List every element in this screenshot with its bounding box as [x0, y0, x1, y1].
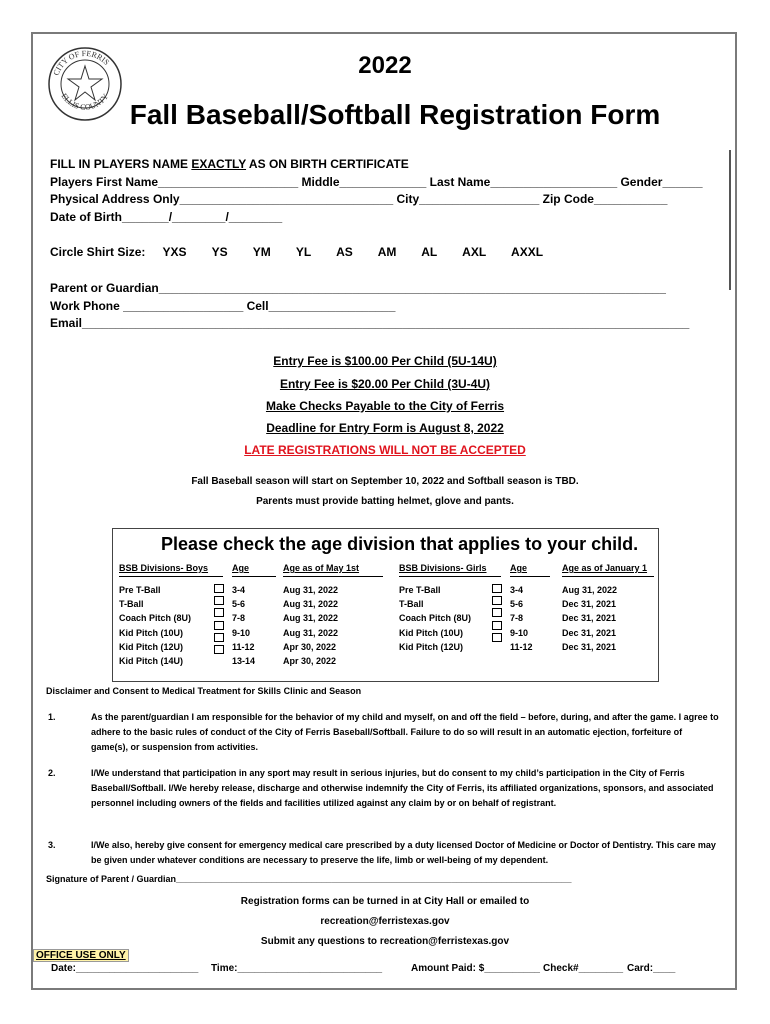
parent-guardian-field[interactable]: Parent or Guardian____________________________________________________________________________ [50, 281, 666, 295]
girls-asof-column [562, 563, 654, 654]
boys-age-column [232, 563, 276, 668]
office-use-label: OFFICE USE ONLY [33, 949, 129, 962]
girls-age-header: Age [510, 563, 550, 577]
phone-field[interactable]: Work Phone __________________ Cell___________________ [50, 299, 396, 313]
svg-text:ELLIS COUNTY: ELLIS COUNTY [59, 91, 111, 112]
boys-age: 3-4 [232, 585, 246, 595]
boys-asof-date: Aug 31, 2022 [283, 613, 339, 624]
shirt-size-option[interactable]: YM [252, 245, 271, 259]
girls-division: Kid Pitch (12U) [399, 641, 464, 652]
division-checkbox[interactable] [214, 596, 224, 605]
shirt-size-option[interactable]: YS [211, 245, 228, 259]
disclaimer-paragraph: I/We also, hereby give consent for emergency medical care prescribed by a duty licensed Doctor of Medicine or Doctor of Dentistry. This care may be given under whatever conditions are necessary to preserve the life, limb or well-being of my dependent. [91, 840, 716, 865]
boys-checkboxes [214, 582, 224, 657]
boys-division: Kid Pitch (10U) [119, 627, 184, 638]
boys-asof-header: Age as of May 1st [283, 563, 383, 577]
player-name-field[interactable]: Players First Name_____________________ Middle_____________ Last Name___________________ Gender______ [50, 175, 703, 189]
boys-age: 7-8 [232, 613, 246, 624]
division-checkbox[interactable] [492, 633, 502, 642]
girls-division-column [399, 563, 501, 654]
girls-checkboxes [492, 582, 502, 645]
deadline: Deadline for Entry Form is August 8, 2022 [266, 421, 504, 435]
svg-text:CITY OF FERRIS: CITY OF FERRIS [51, 48, 112, 77]
boys-asof-date: Aug 31, 2022 [283, 627, 339, 638]
boys-asof-date: Aug 31, 2022 [283, 599, 339, 610]
girls-age: 7-8 [510, 613, 524, 624]
girls-age: 11-12 [510, 641, 533, 652]
girls-asof-date: Dec 31, 2021 [562, 613, 617, 624]
division-checkbox[interactable] [214, 584, 224, 593]
boys-asof-date: Aug 31, 2022 [283, 585, 339, 595]
office-amount-field: Amount Paid: $__________ [411, 963, 540, 974]
shirt-size-option[interactable]: AM [377, 245, 397, 259]
division-checkbox[interactable] [214, 608, 224, 617]
office-time-field: Time:__________________________ [211, 963, 383, 974]
division-checkbox[interactable] [492, 608, 502, 617]
disclaimer-paragraph: I/We understand that participation in any sport may result in serious injuries, but do consent to my child’s participation in the City of Ferris Baseball/Softball. I/We hereby release, discharge and otherwise indemnify the City of Ferris, its affiliated organizations, sponsors, and associated personnel including owners of the fields and facilities utilized against any claim by or on behalf of registrant. [91, 768, 714, 808]
division-checkbox[interactable] [492, 584, 502, 593]
girls-division: T-Ball [399, 599, 424, 610]
office-date-field: Date:______________________ [51, 963, 199, 974]
division-checkbox[interactable] [214, 621, 224, 630]
birth-certificate-instruction: FILL IN PLAYERS NAME EXACTLY AS ON BIRTH CERTIFICATE [50, 157, 409, 171]
boys-division: Coach Pitch (8U) [119, 613, 192, 624]
boys-asof-date: Apr 30, 2022 [283, 641, 337, 652]
recreation-email[interactable]: recreation@ferristexas.gov [320, 916, 450, 927]
age-division-box [112, 528, 659, 682]
boys-asof-date: Apr 30, 2022 [283, 655, 337, 666]
disclaimer-number: 1. [48, 712, 56, 722]
fee-5u-14u: Entry Fee is $100.00 Per Child (5U-14U) [273, 354, 497, 368]
shirt-size-option[interactable]: AXL [462, 245, 487, 259]
fee-3u-4u: Entry Fee is $20.00 Per Child (3U-4U) [279, 377, 491, 391]
date-of-birth-field[interactable]: Date of Birth_______/________/________ [50, 210, 283, 224]
boys-division-header: BSB Divisions- Boys [119, 563, 223, 577]
form-year: 2022 [358, 52, 412, 79]
submission-info: Registration forms can be turned in at City Hall or emailed to [240, 896, 530, 907]
shirt-size-option[interactable]: YXS [162, 245, 187, 259]
boys-division: T-Ball [119, 599, 144, 610]
division-checkbox[interactable] [492, 596, 502, 605]
checks-payable: Make Checks Payable to the City of Ferris [265, 399, 505, 413]
division-checkbox[interactable] [214, 633, 224, 642]
boys-division: Kid Pitch (12U) [119, 641, 184, 652]
boys-age: 11-12 [232, 641, 255, 652]
boys-age: 13-14 [232, 655, 256, 666]
girls-asof-date: Dec 31, 2021 [562, 627, 617, 638]
boys-age: 5-6 [232, 599, 246, 610]
late-notice: LATE REGISTRATIONS WILL NOT BE ACCEPTED [244, 443, 526, 457]
questions-info: Submit any questions to recreation@ferristexas.gov [260, 936, 510, 947]
shirt-size-option[interactable]: AS [336, 245, 353, 259]
girls-division: Pre T-Ball [399, 585, 441, 595]
margin-bar [729, 150, 731, 290]
boys-division-column [119, 563, 223, 668]
shirt-size-option[interactable]: AXXL [511, 245, 544, 259]
division-checkbox[interactable] [492, 621, 502, 630]
equipment-note: Parents must provide batting helmet, glove and pants. [256, 496, 514, 507]
girls-age: 5-6 [510, 599, 524, 610]
boys-division: Pre T-Ball [119, 585, 161, 595]
age-division-heading: Please check the age division that applies to your child. [161, 534, 639, 554]
girls-age: 9-10 [510, 627, 529, 638]
shirt-size-row [50, 245, 565, 259]
girls-asof-date: Dec 31, 2021 [562, 641, 617, 652]
disclaimer-number: 2. [48, 768, 56, 778]
girls-division: Coach Pitch (8U) [399, 613, 472, 624]
disclaimer-paragraph: As the parent/guardian I am responsible for the behavior of my child and myself, on and off the field – before, during, and after the game. I agree to adhere to the basic rules of conduct of the City of Ferris Baseball/Softball. Failure to do so will result in an automatic ejection, forfeiture of game(s), or suspension from activities. [91, 712, 719, 752]
disclaimer-title: Disclaimer and Consent to Medical Treatment for Skills Clinic and Season [46, 686, 362, 696]
girls-age: 3-4 [510, 585, 524, 595]
email-field[interactable]: Email___________________________________________________________________________________________ [50, 316, 690, 330]
season-start: Fall Baseball season will start on September 10, 2022 and Softball season is TBD. [191, 476, 579, 487]
address-field[interactable]: Physical Address Only________________________________ City__________________ Zip Code___________ [50, 192, 668, 206]
signature-field[interactable]: Signature of Parent / Guardian_______________________________________________________________________________ [46, 874, 572, 884]
girls-asof-date: Aug 31, 2022 [562, 585, 618, 595]
office-check-field: Check#________ [543, 963, 624, 974]
boys-division: Kid Pitch (14U) [119, 655, 184, 666]
girls-division-header: BSB Divisions- Girls [399, 563, 501, 577]
division-checkbox[interactable] [214, 645, 224, 654]
girls-age-column [510, 563, 550, 654]
shirt-size-option[interactable]: AL [421, 245, 438, 259]
boys-age: 9-10 [232, 627, 251, 638]
form-title: Fall Baseball/Softball Registration Form [129, 99, 661, 130]
disclaimer-number: 3. [48, 840, 56, 850]
office-card-field: Card:____ [627, 963, 676, 974]
girls-division: Kid Pitch (10U) [399, 627, 464, 638]
shirt-size-label: Circle Shirt Size: [50, 245, 146, 259]
boys-age-header: Age [232, 563, 276, 577]
girls-asof-date: Dec 31, 2021 [562, 599, 617, 610]
girls-asof-header: Age as of January 1 [562, 563, 654, 577]
boys-asof-column [283, 563, 383, 668]
shirt-size-option[interactable]: YL [295, 245, 312, 259]
